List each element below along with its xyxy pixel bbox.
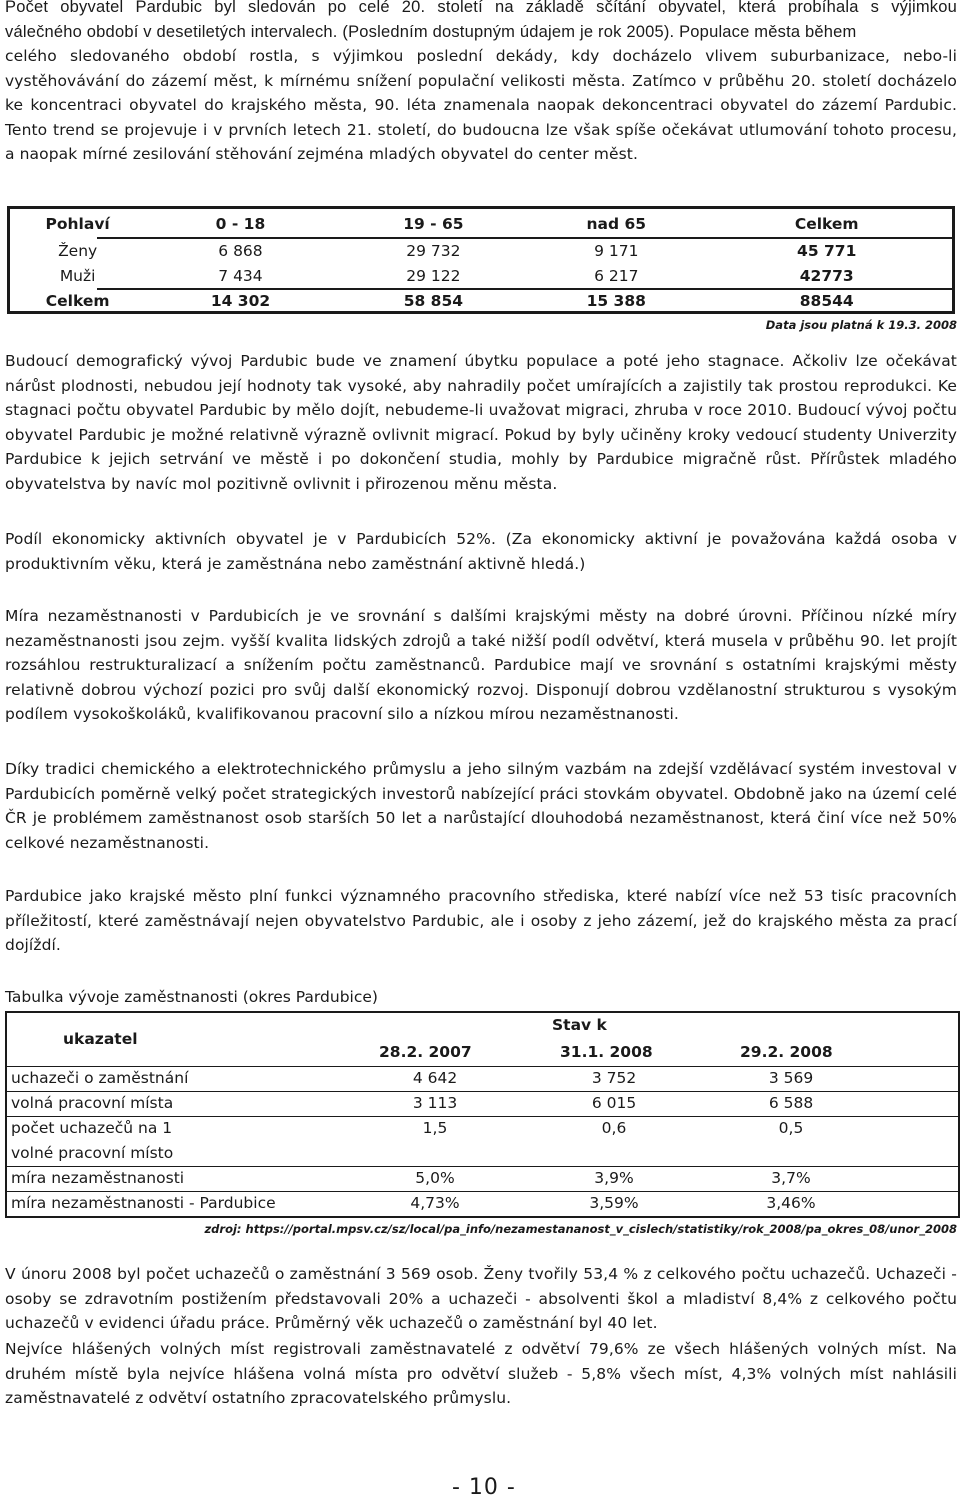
intro-text	[5, 0, 957, 44]
pop-header-sex: Pohlaví	[45, 215, 110, 233]
pop-header-19-65: 19 - 65	[403, 215, 464, 233]
pop-header-0-18: 0 - 18	[215, 215, 266, 233]
paragraph-industry-tradition: Díky tradici chemického a elektrotechnického průmyslu a jeho silným vazbám na zdejší vzdělávací systém investoval v Pardubicích poměrně velký počet strategických investorů nabízející práci stovkám obyvatel. Obdobně jako na území celé ČR je problémem zaměstnanost osob starších 50 let a narůstající dlouhodobá nezaměstnanost, která činí více než 50% celkové nezaměstnanosti.	[5, 760, 957, 852]
emp-row-label: počet uchazečů na 1	[11, 1119, 173, 1137]
paragraph-vacancies: Nejvíce hlášených volných míst registrovali zaměstnavatelé z odvětví 79,6% ze všech hlášených volných míst. Na druhém místě byla nejvíce hlášena volná místa pro odvětví služeb - 5,8% všech míst, 4,3% volných míst nahlásili zaměstnavatelé z odvětví ostatního zpracovatelského průmyslu.	[5, 1340, 957, 1407]
table-rule	[97, 237, 952, 239]
emp-header-date-3: 29.2. 2008	[740, 1043, 833, 1061]
emp-row-label: míra nezaměstnanosti - Pardubice	[11, 1194, 276, 1212]
emp-row-label: míra nezaměstnanosti	[11, 1169, 185, 1187]
emp-header-state-as-of: Stav k	[552, 1016, 607, 1034]
employment-table-caption: Tabulka vývoje zaměstnanosti (okres Pardubice)	[5, 988, 378, 1006]
paragraph-economic-activity: Podíl ekonomicky aktivních obyvatel je v Pardubicích 52%. (Za ekonomicky aktivní je považována každá osoba v produktivním věku, která je zaměstnána nebo zaměstnání aktivně hledá.)	[5, 530, 957, 573]
employment-table-source: zdroj: https://portal.mpsv.cz/sz/local/pa_info/nezamestananost_v_cislech/statistiky/rok_2008/pa_okres_08/unor_2008	[204, 1222, 957, 1236]
employment-table: ukazatel Stav k 28.2. 2007 31.1. 2008 29.2. 2008 uchazeči o zaměstnání 4 642 3 752 3 569 volná pracovní místa 3 113 6 015 6 588 počet uchazečů na 1 volné pracovní místo 1,5 0,6 0,5 míra nezaměstnanosti 5,0% 3,9% 3,7% míra nezaměstnanosti - Pardubice 4,73% 3,59% 3,46%	[5, 1011, 960, 1218]
paragraph-job-centre: Pardubice jako krajské město plní funkci významného pracovního střediska, které nabízí více než 53 tisíc pracovních příležitostí, které zaměstnávají nejen obyvatelstvo Pardubic, ale i osoby z jeho zázemí, jež do krajského města za prací dojíždí.	[5, 887, 957, 954]
emp-header-date-1: 28.2. 2007	[379, 1043, 472, 1061]
paragraph-unemployment-rate: Míra nezaměstnanosti v Pardubicích je ve srovnání s dalšími krajskými městy na dobré úrovni. Příčinou nízké míry nezaměstnanosti jsou zejm. vyšší kvalita lidských zdrojů a také nižší podíl odvětví, která musela v průběhu 90. let projít rozsáhlou restrukturalizací a snížením počtu zaměstnanců. Pardubice mají ve srovnání s ostatními krajskými městy relativně dobrou výchozí pozici pro svůj další ekonomický rozvoj. Disponují dobrou vzdělanostní strukturou s vysokým podílem vysokoškoláků, kvalifikovanou pracovní silo a nízkou mírou nezaměstnanosti.	[5, 607, 957, 723]
emp-row-label-continued: volné pracovní místo	[11, 1144, 174, 1162]
table-row: Ženy 6 868 29 732 9 171 45 771	[58, 241, 857, 260]
emp-header-date-2: 31.1. 2008	[560, 1043, 653, 1061]
pop-header-over-65: nad 65	[586, 215, 647, 233]
paragraph-population-trend: celého sledovaného období rostla, s výjimkou poslední dekády, kdy docházelo vlivem suburbanizace, nebo-li vystěhovávání do zázemí měst, k mírnému snížení populační velikosti města. Zatímco v průběhu 20. století docházelo ke koncentraci obyvatel do krajského města, 90. léta znamenala naopak dekoncentraci obyvatel do zázemí Pardubic. Tento trend se projevuje i v prvních letech 21. století, do budoucna lze však spíše očekávat utlumování tohoto procesu, a naopak mírné zesilování stěhování zejména mladých obyvatel do center měst.	[5, 47, 957, 163]
pop-header-total: Celkem	[794, 215, 859, 233]
population-table	[7, 206, 955, 314]
population-table-note: Data jsou platná k 19.3. 2008	[765, 318, 957, 332]
intro-line-2: válečného období v desetiletých intervalech. (Posledním dostupným údajem je rok 2005). Populace města během	[5, 22, 857, 41]
paragraph-demographic-outlook: Budoucí demografický vývoj Pardubic bude ve znamení úbytku populace a poté jeho stagnace. Ačkoliv lze očekávat nárůst plodnosti, nebudou její hodnoty tak vysoké, aby nahradily počet umírajících a zajistily tak prostou reprodukci. Ke stagnaci počtu obyvatel Pardubic by mělo dojít, nebudeme-li uvažovat migraci, zhruba v roce 2010. Budoucí vývoj počtu obyvatel Pardubic je možné relativně výrazně ovlivnit migrací. Pokud by byly učiněny kroky vedoucí studenty Univerzity Pardubice k jejich setrvání ve městě i po dokončení studia, mohly by Pardubice migračně růst. Přírůstek mladého obyvatelstva by navíc mol pozitivně ovlivnit i přirozenou měnu města.	[5, 352, 957, 493]
paragraph-february-applicants: V únoru 2008 byl počet uchazečů o zaměstnání 3 569 osob. Ženy tvořily 53,4 % z celkového počtu uchazečů. Uchazeči - osoby se zdravotním postižením představovali 20% a uchazeči - absolventi škol a mladiství 8,4% z celkového počtu uchazečů v evidenci úřadu práce. Průměrný věk uchazečů o zaměstnání byl 40 let.	[5, 1265, 957, 1332]
table-row: Celkem 14 302 58 854 15 388 88544	[45, 291, 854, 310]
emp-row-label: uchazeči o zaměstnání	[11, 1069, 189, 1087]
intro-line-1: Počet obyvatel Pardubic byl sledován po celé 20. století na základě sčítání obyvatel, která probíhala s výjimkou	[5, 0, 957, 16]
table-row: Muži 7 434 29 122 6 217 42773	[59, 266, 854, 285]
emp-row-label: volná pracovní místa	[11, 1094, 174, 1112]
table-rule	[97, 288, 952, 290]
page-number: - 10 -	[452, 1475, 516, 1500]
emp-header-indicator: ukazatel	[63, 1030, 138, 1048]
